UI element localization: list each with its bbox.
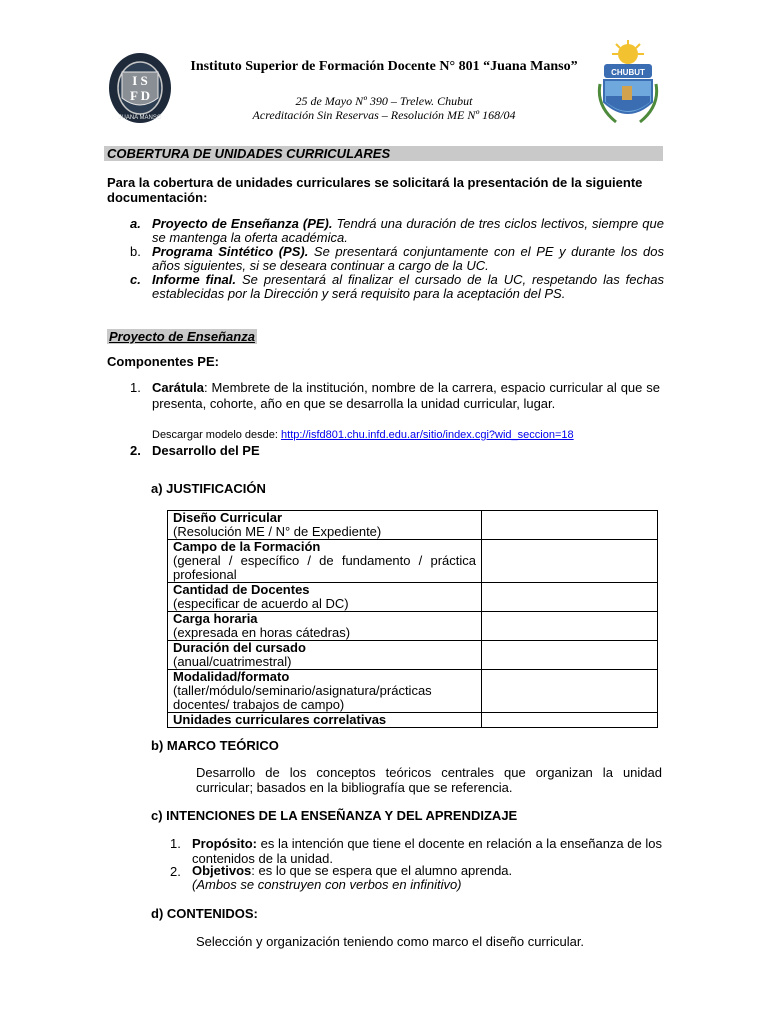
- intro-paragraph: Para la cobertura de unidades curriculares se solicitará la presentación de la siguiente documentación:: [107, 175, 643, 205]
- subheading-marco-teorico: b) MARCO TEÓRICO: [151, 738, 279, 753]
- table-row: [168, 612, 658, 641]
- table-cell-label: Carga horaria (expresada en horas cátedras): [168, 612, 482, 641]
- table-cell-label: Cantidad de Docentes (especificar de acuerdo al DC): [168, 583, 482, 612]
- item-text: Programa Sintético (PS). Se presentará conjuntamente con el PE y durante los dos años siguientes, si se deseara continuar a cargo de la UC.: [152, 244, 664, 273]
- item-text: Informe final. Se presentará al finalizar el cursado de la UC, respetando las fechas establecidas por la Dirección y será requisito para la aceptación del PS.: [152, 272, 664, 301]
- table-row: [168, 511, 658, 540]
- table-cell-label: Modalidad/formato (taller/módulo/seminario/asignatura/prácticas docentes/ trabajos de campo): [168, 670, 482, 713]
- chubut-coat-of-arms: [596, 40, 660, 128]
- download-link[interactable]: http://isfd801.chu.infd.edu.ar/sitio/index.cgi?wid_seccion=18: [281, 429, 574, 441]
- table-cell-label: Diseño Curricular (Resolución ME / N° de Expediente): [168, 511, 482, 540]
- table-row: [168, 641, 658, 670]
- svg-text:I S: I S: [132, 73, 148, 88]
- download-line: Descargar modelo desde: http://isfd801.chu.infd.edu.ar/sitio/index.cgi?wid_seccion=18: [152, 429, 574, 441]
- table-cell-value[interactable]: [482, 641, 658, 670]
- table-row: [168, 540, 658, 583]
- table-cell-label: Campo de la Formación (general / específico / de fundamento / práctica profesional: [168, 540, 482, 583]
- section-title: COBERTURA DE UNIDADES CURRICULARES: [104, 146, 663, 161]
- table-cell-label: Duración del cursado (anual/cuatrimestral): [168, 641, 482, 670]
- table-cell-value[interactable]: [482, 583, 658, 612]
- table-cell-label: Unidades curriculares correlativas: [168, 713, 482, 728]
- table-cell-value[interactable]: [482, 540, 658, 583]
- subheading-justificacion: a) JUSTIFICACIÓN: [151, 481, 266, 496]
- table-row: [168, 583, 658, 612]
- svg-text:CHUBUT: CHUBUT: [611, 68, 645, 77]
- contenidos-text: Selección y organización teniendo como marco el diseño curricular.: [196, 934, 585, 949]
- institute-logo: [108, 52, 172, 124]
- svg-text:JUANA MANSO: JUANA MANSO: [118, 115, 162, 121]
- item-marker: c.: [130, 272, 141, 287]
- pe-heading: Proyecto de Enseñanza: [109, 329, 255, 344]
- components-label: Componentes PE:: [107, 354, 219, 369]
- institute-name: Instituto Superior de Formación Docente N° 801 “Juana Manso”: [190, 59, 578, 74]
- table-cell-value[interactable]: [482, 670, 658, 713]
- table-row: [168, 713, 658, 728]
- accreditation-line: Acreditación Sin Reservas – Resolución ME Nº 168/04: [252, 108, 516, 122]
- table-cell-value[interactable]: [482, 612, 658, 641]
- subheading-contenidos: d) CONTENIDOS:: [151, 906, 258, 921]
- table-cell-value[interactable]: [482, 713, 658, 728]
- item-marker: b.: [130, 244, 141, 259]
- institute-address: 25 de Mayo Nº 390 – Trelew. Chubut: [295, 94, 473, 108]
- marco-teorico-text: Desarrollo de los conceptos teóricos centrales que organizan la unidad curricular; basados en la bibliografía que se referencia.: [196, 765, 662, 795]
- item-text: Proyecto de Enseñanza (PE). Tendrá una duración de tres ciclos lectivos, siempre que se mantenga la oferta académica.: [152, 216, 664, 245]
- justification-table: [167, 510, 658, 728]
- table-row: [168, 670, 658, 713]
- table-cell-value[interactable]: [482, 511, 658, 540]
- item-marker: a.: [130, 216, 141, 231]
- subheading-intenciones: c) INTENCIONES DE LA ENSEÑANZA Y DEL APRENDIZAJE: [151, 808, 518, 823]
- svg-text:F D: F D: [129, 88, 151, 103]
